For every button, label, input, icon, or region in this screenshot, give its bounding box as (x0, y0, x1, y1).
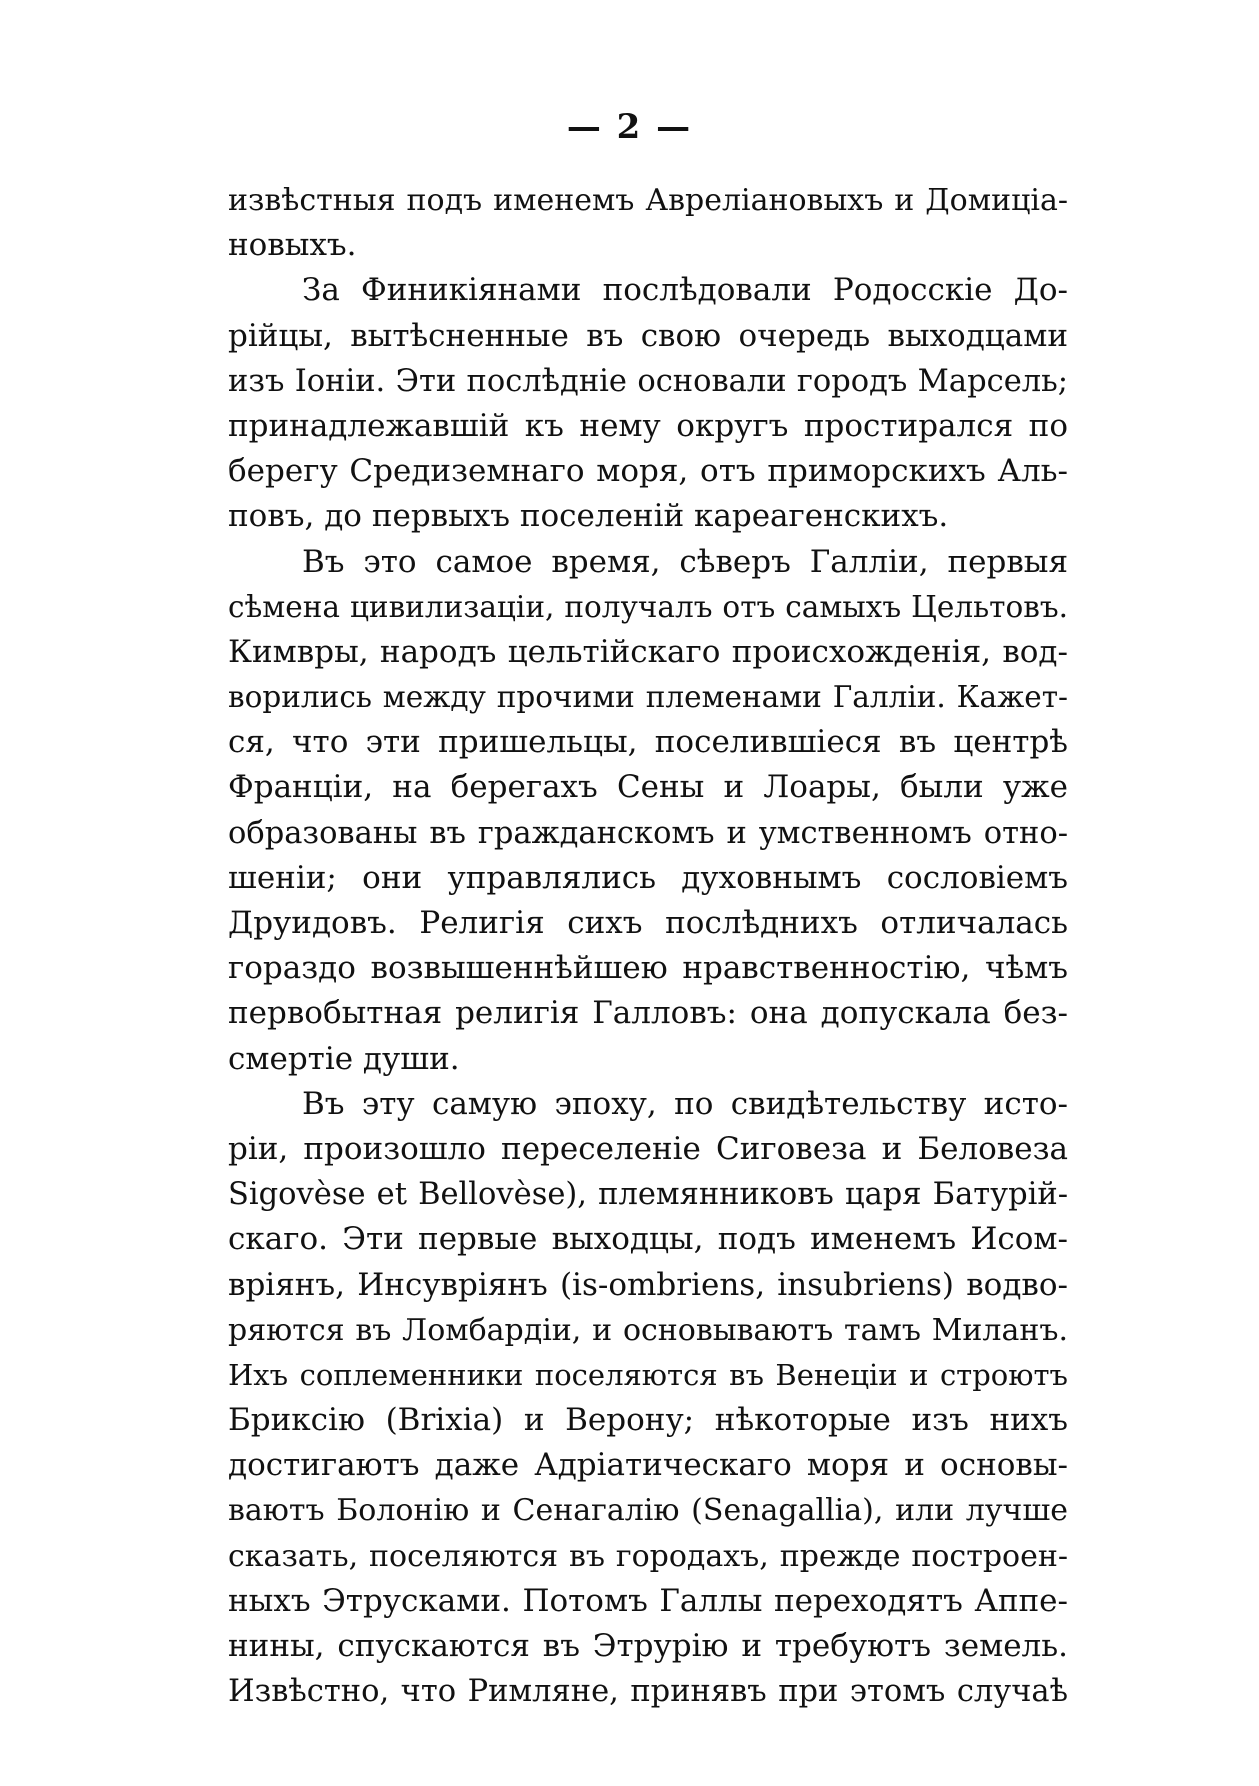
text-line: ворились между прочими племенами Галліи. Кажет- (228, 680, 1068, 715)
text-line: ряются въ Ломбардіи, и основываютъ тамъ Миланъ. (228, 1312, 1068, 1348)
text-line: образованы въ гражданскомъ и умственномъ отно- (228, 815, 1068, 851)
text-line: извѣстныя подъ именемъ Авреліановыхъ и Домиціа- (228, 183, 1068, 218)
text-line: рійцы, вытѣсненные въ свою очередь выходцами (228, 317, 1068, 354)
text-line: За Финикіянами послѣдовали Родосскіе До- (302, 272, 1068, 309)
text-line: шеніи; они управлялись духовнымъ сословіемъ (228, 859, 1068, 896)
text-line: ваютъ Болонію и Сенагалію (Senagallia), или лучше (228, 1493, 1068, 1529)
text-line: новыхъ. (228, 227, 357, 264)
text-line: изъ Іоніи. Эти послѣдніе основали городъ Марсель; (228, 363, 1068, 399)
text-line: Кимвры, народъ цельтійскаго происхожденія, вод- (228, 633, 1068, 670)
text-line: повъ, до первыхъ поселеній кареагенскихъ. (228, 498, 949, 535)
text-line: Брикcію (Brixia) и Верону; нѣкоторые изъ нихъ (228, 1402, 1068, 1439)
text-line: Друидовъ. Религія сихъ послѣднихъ отличалась (228, 905, 1068, 941)
text-line: ся, что эти пришельцы, поселившіеся въ центрѣ (228, 724, 1068, 761)
text-line: нины, спускаются въ Этрурію и требуютъ земель. (228, 1628, 1068, 1664)
text-line: берегу Средиземнаго моря, отъ приморскихъ Аль- (228, 453, 1068, 490)
text-line: смертіе души. (228, 1040, 460, 1077)
text-line: сказать, поселяются въ городахъ, прежде построен- (228, 1538, 1068, 1574)
text-line: принадлежавшій къ нему округъ простирался по (228, 407, 1068, 444)
paragraph (228, 1082, 1068, 1715)
text-line: сѣмена цивилизаціи, получалъ отъ самыхъ Цельтовъ. (228, 589, 1068, 624)
text-line: Извѣстно, что Римляне, принявъ при этомъ случаѣ (228, 1674, 1068, 1710)
page-number: — 2 — (566, 107, 693, 147)
text-line: первобытная религія Галловъ: она допускала без- (228, 995, 1068, 1032)
text-line: гораздо возвышеннѣйшею нравственностію, чѣмъ (228, 950, 1068, 987)
text-line: Ихъ соплеменники поселяются въ Венеціи и строютъ (228, 1357, 1068, 1392)
text-line: скаго. Эти первые выходцы, подъ именемъ Исом- (228, 1221, 1068, 1258)
text-line: ныхъ Этрусками. Потомъ Галлы переходятъ Аппе- (228, 1582, 1068, 1619)
paragraph (228, 178, 1068, 268)
text-line: Въ эту самую эпоху, по свидѣтельству исто- (302, 1085, 1068, 1122)
text-line: Франціи, на берегахъ Сены и Лоары, были уже (228, 769, 1068, 806)
text-line: вріянъ, Инсувріянъ (is-ombriens, insubriens) водво- (228, 1266, 1068, 1303)
text-line: ріи, произошло переселеніе Сиговеза и Беловеза (228, 1130, 1068, 1167)
paragraph (228, 540, 1068, 1082)
text-line: Въ это самое время, сѣверъ Галліи, первыя (302, 543, 1068, 580)
text-line: Sigovèse et Bellovèse), племянниковъ царя Батурій- (228, 1177, 1068, 1213)
body-text (228, 178, 1068, 1714)
text-line: достигаютъ даже Адріатическаго моря и основы- (228, 1447, 1068, 1484)
paragraph (228, 268, 1068, 539)
